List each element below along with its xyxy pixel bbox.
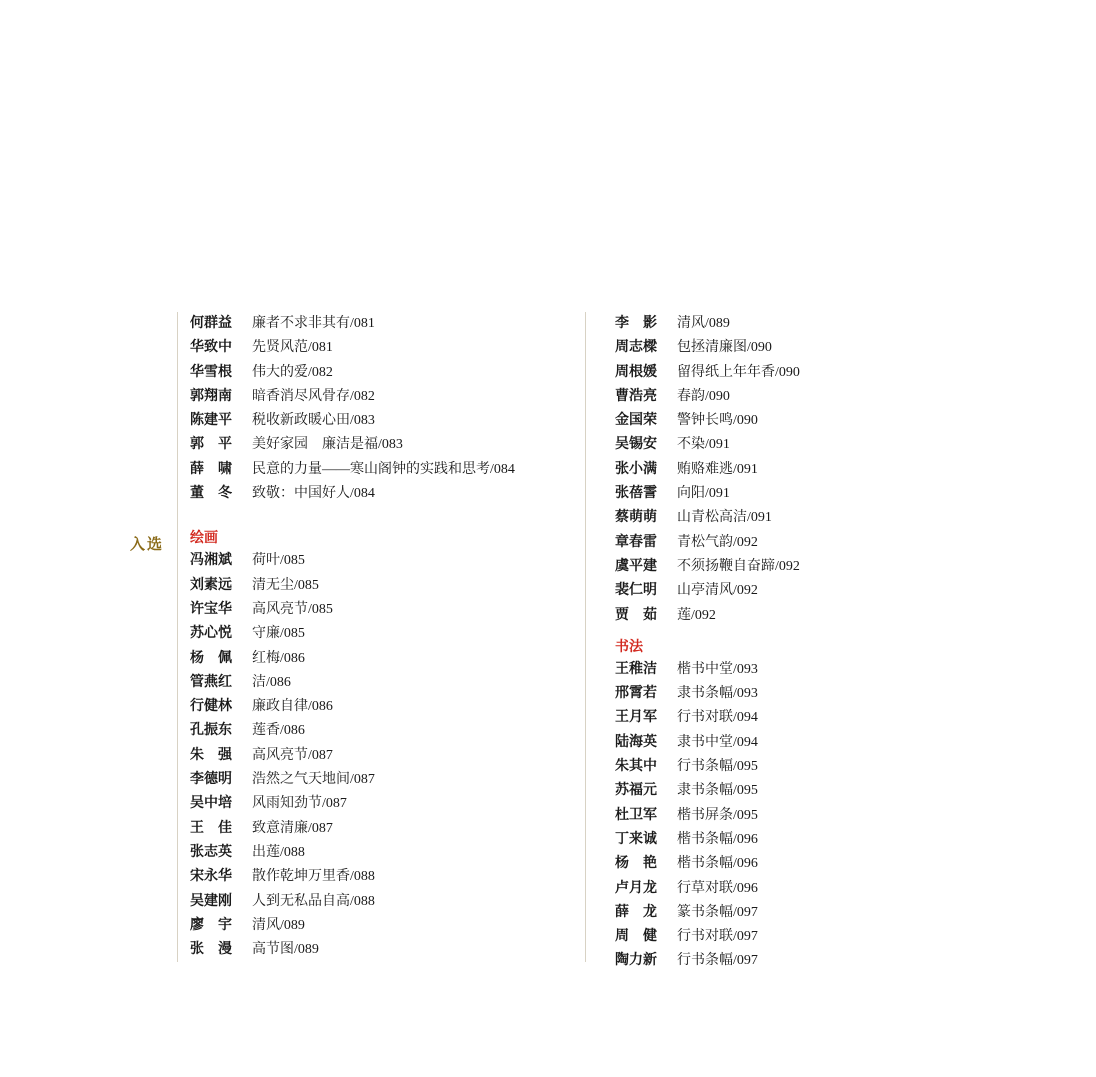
- list-item: [615, 925, 1015, 949]
- list-item: [190, 719, 570, 743]
- entry-title: 莲香/086: [252, 723, 305, 739]
- entry-title: 高节图/089: [252, 942, 319, 958]
- section-side-label: 入选: [130, 536, 165, 553]
- entry-author: 吴建刚: [190, 891, 232, 908]
- list-item: [615, 731, 1015, 755]
- list-item: [615, 385, 1015, 409]
- list-item: [190, 409, 570, 433]
- list-item: [190, 914, 570, 938]
- list-item: [615, 682, 1015, 706]
- entry-title: 包拯清廉图/090: [677, 340, 772, 356]
- entry-title: 清风/089: [677, 316, 730, 331]
- list-item: [190, 458, 570, 482]
- entry-title: 浩然之气天地间/087: [252, 772, 375, 788]
- list-item: [615, 901, 1015, 925]
- entry-author: 何群益: [190, 314, 232, 330]
- entry-title: 税收新政暖心田/083: [252, 413, 375, 429]
- entry-title: 山亭清风/092: [677, 583, 758, 599]
- list-item: [615, 706, 1015, 730]
- list-item: [190, 385, 570, 409]
- list-item: [615, 949, 1015, 973]
- entry-author: 王稚洁: [615, 659, 657, 676]
- entry-title: 楷书条幅/096: [677, 831, 758, 847]
- entry-title: 守廉/085: [252, 626, 305, 642]
- entry-author: 李德明: [190, 770, 232, 787]
- list-item: [190, 695, 570, 719]
- entry-author: 曹浩亮: [615, 386, 657, 403]
- entry-title: 风雨知劲节/087: [252, 796, 347, 812]
- entry-title: 不须扬鞭自奋蹄/092: [677, 558, 800, 574]
- list-item: [190, 865, 570, 889]
- entry-title: 隶书条幅/095: [677, 783, 758, 799]
- entry-author: 张小满: [615, 459, 657, 476]
- list-item: [615, 755, 1015, 779]
- entry-title: 莲/092: [677, 607, 716, 623]
- entry-title: 人到无私品自高/088: [252, 893, 375, 909]
- entry-title: 隶书条幅/093: [677, 686, 758, 702]
- entry-author: 周志樑: [615, 338, 657, 355]
- entry-title: 行书对联/097: [677, 929, 758, 945]
- entry-title: 出莲/088: [252, 844, 305, 860]
- list-item: [615, 506, 1015, 530]
- entry-author: 孔振东: [190, 721, 232, 738]
- entry-title: 警钟长鸣/090: [677, 413, 758, 429]
- entry-title: 留得纸上年年香/090: [677, 364, 800, 380]
- entry-author: 李 影: [615, 314, 657, 330]
- entry-author: 陈建平: [190, 411, 232, 428]
- entry-author: 贾 茹: [615, 605, 657, 622]
- entry-title: 贿赂难逃/091: [677, 461, 758, 477]
- section-heading-calligraphy: 书法: [615, 637, 643, 654]
- list-item: [615, 361, 1015, 385]
- entry-author: 郭翔南: [190, 386, 232, 403]
- entry-title: 洁/086: [252, 674, 291, 690]
- section-heading-painting: 绘画: [190, 529, 218, 546]
- entry-title: 清无尘/085: [252, 577, 319, 593]
- entry-title: 隶书中堂/094: [677, 734, 758, 750]
- list-item: [190, 361, 570, 385]
- entry-author: 裴仁明: [615, 581, 657, 598]
- list-item: [190, 890, 570, 914]
- entry-title: 廉者不求非其有/081: [252, 316, 375, 331]
- entry-title: 青松气韵/092: [677, 534, 758, 550]
- list-item: [615, 579, 1015, 603]
- entry-author: 周根媛: [615, 362, 657, 379]
- list-item: [615, 779, 1015, 803]
- list-item: [190, 312, 570, 336]
- list-item: [615, 458, 1015, 482]
- entry-author: 邢霄若: [615, 684, 657, 701]
- entry-author: 薛 龙: [615, 902, 657, 919]
- entry-author: 朱其中: [615, 757, 657, 774]
- entry-author: 蔡萌萌: [615, 508, 657, 525]
- entry-title: 廉政自律/086: [252, 699, 333, 715]
- entry-author: 丁来诚: [615, 829, 657, 846]
- list-item: [190, 482, 570, 506]
- entry-author: 吴中培: [190, 794, 232, 811]
- entry-title: 山青松高洁/091: [677, 510, 772, 526]
- right-column: [615, 312, 1015, 974]
- entry-author: 华雪根: [190, 362, 232, 379]
- list-item: [615, 531, 1015, 555]
- list-item: [190, 768, 570, 792]
- entry-author: 杨 佩: [190, 648, 232, 665]
- list-item: [190, 336, 570, 360]
- entry-title: 美好家园 廉洁是福/083: [252, 437, 403, 453]
- list-item: [190, 841, 570, 865]
- entry-author: 冯湘斌: [190, 551, 232, 568]
- entry-author: 杜卫军: [615, 805, 657, 822]
- entry-author: 杨 艳: [615, 854, 657, 871]
- list-item: [190, 622, 570, 646]
- list-item: [615, 409, 1015, 433]
- entry-title: 荷叶/085: [252, 553, 305, 569]
- entry-author: 周 健: [615, 927, 657, 944]
- list-item: [190, 744, 570, 768]
- list-item: [615, 658, 1015, 682]
- entry-title: 向阳/091: [677, 486, 730, 502]
- entry-title: 暗香消尽风骨存/082: [252, 388, 375, 404]
- entry-title: 清风/089: [252, 917, 305, 933]
- entry-author: 朱 强: [190, 745, 232, 762]
- entry-author: 张 漫: [190, 940, 232, 957]
- list-item: [190, 574, 570, 598]
- entry-author: 陆海英: [615, 732, 657, 749]
- entry-author: 陶力新: [615, 951, 657, 968]
- entry-title: 楷书屏条/095: [677, 807, 758, 823]
- entry-author: 吴锡安: [615, 435, 657, 452]
- entry-author: 刘素远: [190, 575, 232, 592]
- entry-title: 散作乾坤万里香/088: [252, 869, 375, 885]
- entry-author: 行健林: [190, 697, 232, 714]
- left-column: [190, 312, 570, 962]
- entry-author: 郭 平: [190, 435, 232, 452]
- entry-title: 春韵/090: [677, 388, 730, 404]
- list-item: [615, 604, 1015, 628]
- entry-title: 先贤风范/081: [252, 340, 333, 356]
- entry-author: 董 冬: [190, 484, 232, 501]
- entry-title: 篆书条幅/097: [677, 904, 758, 920]
- list-item: [615, 877, 1015, 901]
- entry-title: 致意清廉/087: [252, 820, 333, 836]
- entry-title: 不染/091: [677, 437, 730, 453]
- list-item: [190, 598, 570, 622]
- list-item: [190, 817, 570, 841]
- entry-author: 苏心悦: [190, 624, 232, 641]
- entry-title: 致敬：中国好人/084: [252, 486, 375, 502]
- list-item: [190, 792, 570, 816]
- entry-author: 张蓓霅: [615, 484, 657, 501]
- list-item: [190, 433, 570, 457]
- entry-author: 苏福元: [615, 781, 657, 798]
- entry-author: 金国荣: [615, 411, 657, 428]
- list-item: [190, 647, 570, 671]
- entry-author: 廖 宇: [190, 915, 232, 932]
- middle-divider-rule: [585, 312, 586, 962]
- entry-title: 行书条幅/097: [677, 953, 758, 969]
- entry-author: 华致中: [190, 338, 232, 355]
- list-item: [190, 938, 570, 962]
- entry-author: 张志英: [190, 842, 232, 859]
- entry-author: 许宝华: [190, 599, 232, 616]
- list-item: [615, 555, 1015, 579]
- entry-title: 民意的力量——寒山阁钟的实践和思考/084: [252, 461, 515, 477]
- list-item: [615, 433, 1015, 457]
- list-item: [615, 852, 1015, 876]
- entry-title: 行草对联/096: [677, 880, 758, 896]
- entry-title: 行书对联/094: [677, 710, 758, 726]
- list-item: [615, 804, 1015, 828]
- entry-author: 王 佳: [190, 818, 232, 835]
- list-item: [615, 828, 1015, 852]
- entry-title: 楷书中堂/093: [677, 661, 758, 677]
- list-item: [615, 482, 1015, 506]
- list-item: [190, 549, 570, 573]
- entry-author: 宋永华: [190, 867, 232, 884]
- entry-author: 虞平建: [615, 556, 657, 573]
- entry-title: 行书条幅/095: [677, 759, 758, 775]
- entry-author: 薛 啸: [190, 459, 232, 476]
- left-divider-rule: [177, 312, 178, 962]
- list-item: [615, 336, 1015, 360]
- list-item: [190, 671, 570, 695]
- entry-author: 王月军: [615, 708, 657, 725]
- entry-author: 管燕红: [190, 672, 232, 689]
- entry-title: 高风亮节/087: [252, 747, 333, 763]
- entry-title: 高风亮节/085: [252, 601, 333, 617]
- entry-title: 伟大的爱/082: [252, 364, 333, 380]
- entry-author: 卢月龙: [615, 878, 657, 895]
- entry-title: 红梅/086: [252, 650, 305, 666]
- entry-author: 章春雷: [615, 532, 657, 549]
- list-item: [615, 312, 1015, 336]
- entry-title: 楷书条幅/096: [677, 856, 758, 872]
